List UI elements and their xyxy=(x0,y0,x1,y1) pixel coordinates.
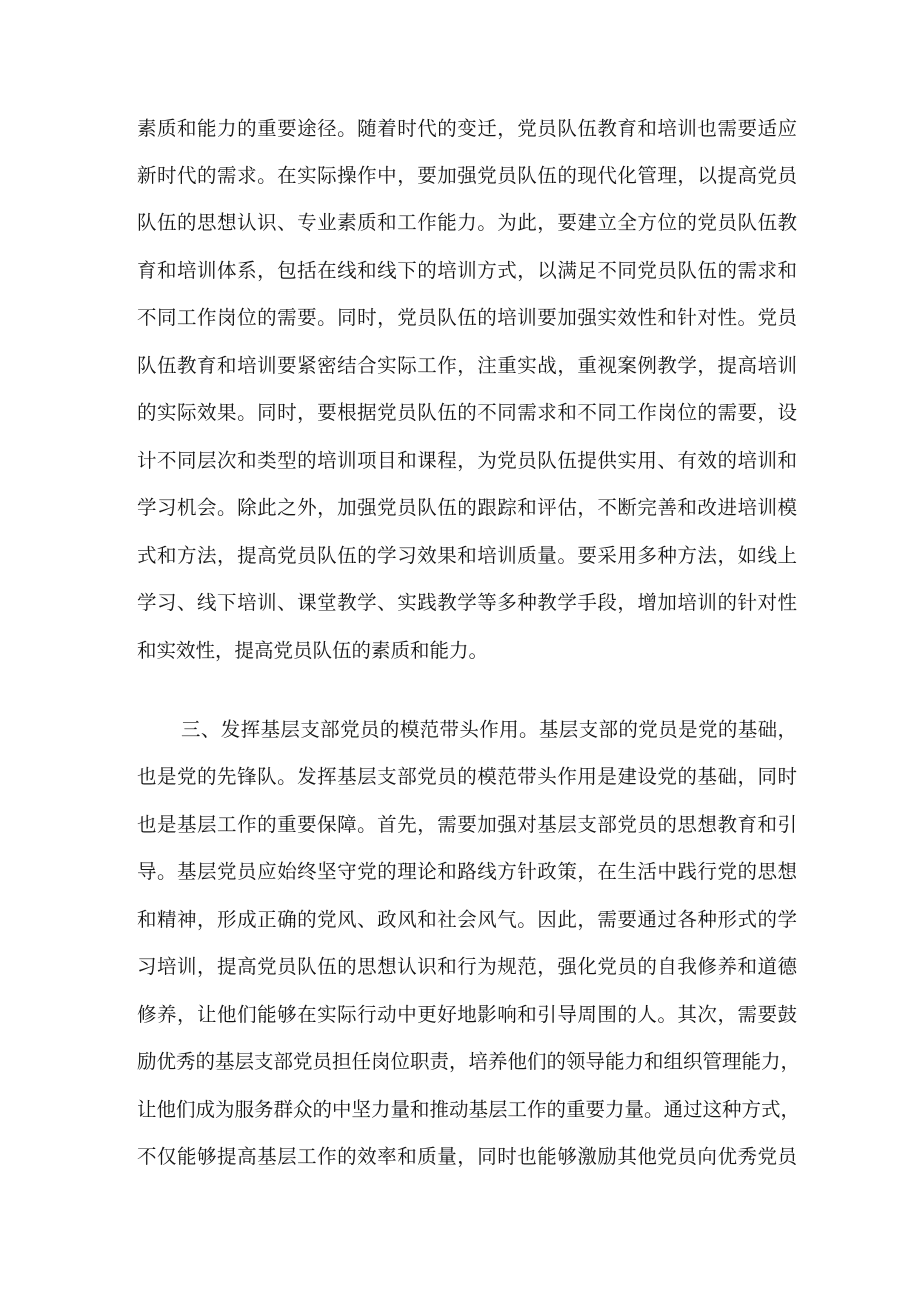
paragraph-2-line-5: 和精神，形成正确的党风、政风和社会风气。因此，需要通过各种形式的学 xyxy=(137,908,797,931)
paragraph-1-line-6: 队伍教育和培训要紧密结合实际工作，注重实战，重视案例教学，提高培训 xyxy=(137,354,797,377)
paragraph-2-line-7: 修养，让他们能够在实际行动中更好地影响和引导周围的人。其次，需要鼓 xyxy=(137,1003,797,1026)
paragraph-1-line-11: 学习、线下培训、课堂教学、实践教学等多种教学手段，增加培训的针对性 xyxy=(137,591,797,614)
paragraph-2-line-4: 导。基层党员应始终坚守党的理论和路线方针政策，在生活中践行党的思想 xyxy=(137,860,797,883)
paragraph-1-line-10: 式和方法，提高党员队伍的学习效果和培训质量。要采用多种方法，如线上 xyxy=(137,544,797,567)
paragraph-2-line-2: 也是党的先锋队。发挥基层支部党员的模范带头作用是建设党的基础，同时 xyxy=(137,765,797,788)
paragraph-1-line-4: 育和培训体系，包括在线和线下的培训方式，以满足不同党员队伍的需求和 xyxy=(137,259,797,282)
paragraph-1-line-1: 素质和能力的重要途径。随着时代的变迁，党员队伍教育和培训也需要适应 xyxy=(137,117,797,140)
paragraph-1-line-2: 新时代的需求。在实际操作中，要加强党员队伍的现代化管理，以提高党员 xyxy=(137,164,797,187)
paragraph-2-line-9: 让他们成为服务群众的中坚力量和推动基层工作的重要力量。通过这种方式， xyxy=(137,1098,801,1121)
paragraph-1-line-7: 的实际效果。同时，要根据党员队伍的不同需求和不同工作岗位的需要，设 xyxy=(137,401,797,424)
paragraph-2-line-6: 习培训，提高党员队伍的思想认识和行为规范，强化党员的自我修养和道德 xyxy=(137,955,797,978)
paragraph-2-line-1: 三、发挥基层支部党员的模范带头作用。基层支部的党员是党的基础， xyxy=(181,718,797,741)
paragraph-1-line-8: 计不同层次和类型的培训项目和课程，为党员队伍提供实用、有效的培训和 xyxy=(137,449,797,472)
paragraph-1-line-5: 不同工作岗位的需要。同时，党员队伍的培训要加强实效性和针对性。党员 xyxy=(137,306,797,329)
paragraph-2-line-8: 励优秀的基层支部党员担任岗位职责，培养他们的领导能力和组织管理能力， xyxy=(137,1050,801,1073)
paragraph-2-line-10: 不仅能够提高基层工作的效率和质量，同时也能够激励其他党员向优秀党员 xyxy=(137,1145,797,1168)
paragraph-1-line-12: 和实效性，提高党员队伍的素质和能力。 xyxy=(137,639,489,662)
paragraph-1-line-3: 队伍的思想认识、专业素质和工作能力。为此，要建立全方位的党员队伍教 xyxy=(137,211,797,234)
paragraph-1-line-9: 学习机会。除此之外，加强党员队伍的跟踪和评估，不断完善和改进培训模 xyxy=(137,496,797,519)
paragraph-2-line-3: 也是基层工作的重要保障。首先，需要加强对基层支部党员的思想教育和引 xyxy=(137,813,797,836)
